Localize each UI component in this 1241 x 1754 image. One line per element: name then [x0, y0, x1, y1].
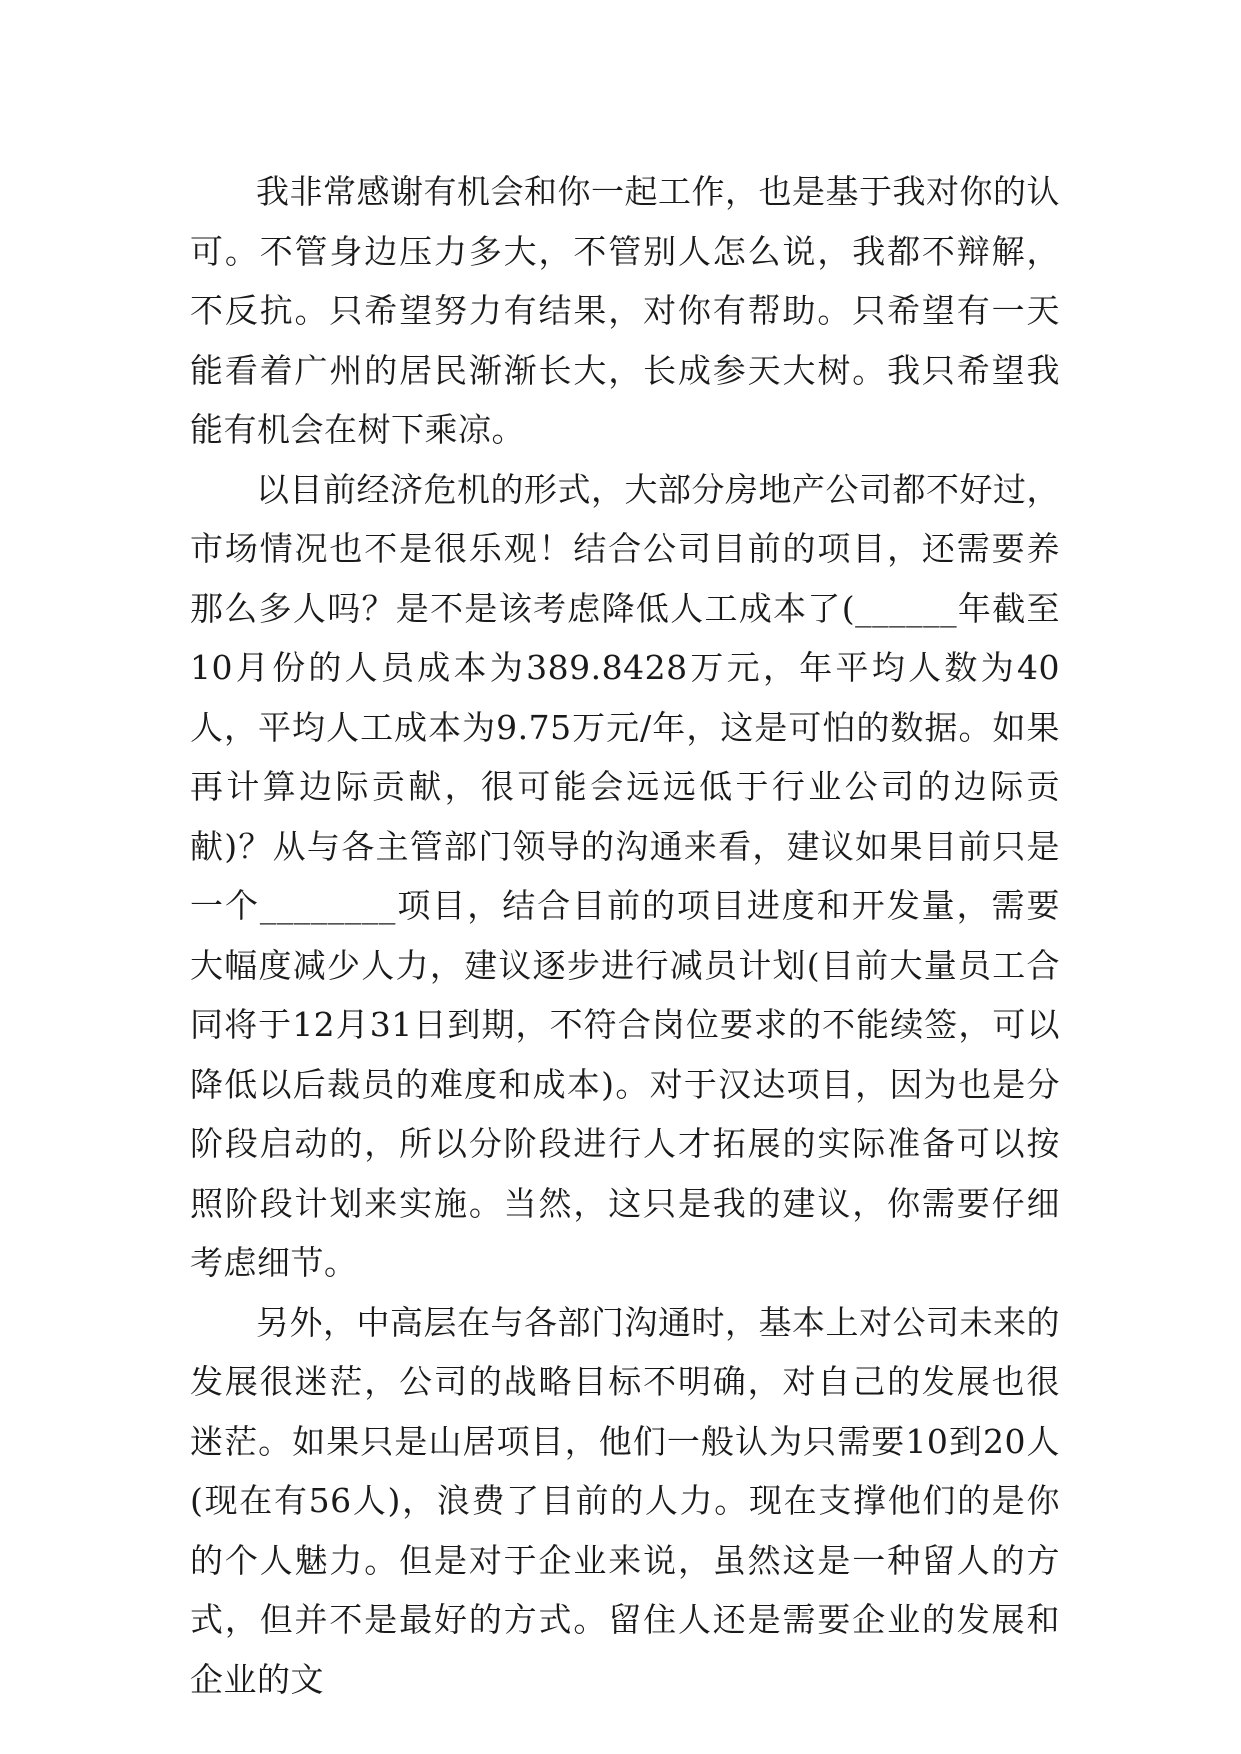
- document-body: [190, 162, 1060, 1709]
- paragraph-2: 以目前经济危机的形式，大部分房地产公司都不好过，市场情况也不是很乐观！结合公司目前的项目，还需要养那么多人吗？是不是该考虑降低人工成本了(______年截至10月份的人员成本为389.8428万元，年平均人数为40人，平均人工成本为9.75万元/年，这是可怕的数据。如果再计算边际贡献，很可能会远远低于行业公司的边际贡献)？从与各主管部门领导的沟通来看，建议如果目前只是一个________项目，结合目前的项目进度和开发量，需要大幅度减少人力，建议逐步进行减员计划(目前大量员工合同将于12月31日到期，不符合岗位要求的不能续签，可以降低以后裁员的难度和成本)。对于汉达项目，因为也是分阶段启动的，所以分阶段进行人才拓展的实际准备可以按照阶段计划来实施。当然，这只是我的建议，你需要仔细考虑细节。: [190, 469, 1060, 1282]
- paragraph-3: 另外，中高层在与各部门沟通时，基本上对公司未来的发展很迷茫，公司的战略目标不明确，对自己的发展也很迷茫。如果只是山居项目，他们一般认为只需要10到20人(现在有56人)，浪费了目前的人力。现在支撑他们的是你的个人魅力。但是对于企业来说，虽然这是一种留人的方式，但并不是最好的方式。留住人还是需要企业的发展和企业的文: [190, 1302, 1060, 1699]
- paragraph-1: 我非常感谢有机会和你一起工作，也是基于我对你的认可。不管身边压力多大，不管别人怎么说，我都不辩解，不反抗。只希望努力有结果，对你有帮助。只希望有一天能看着广州的居民渐渐长大，长成参天大树。我只希望我能有机会在树下乘凉。: [190, 172, 1060, 449]
